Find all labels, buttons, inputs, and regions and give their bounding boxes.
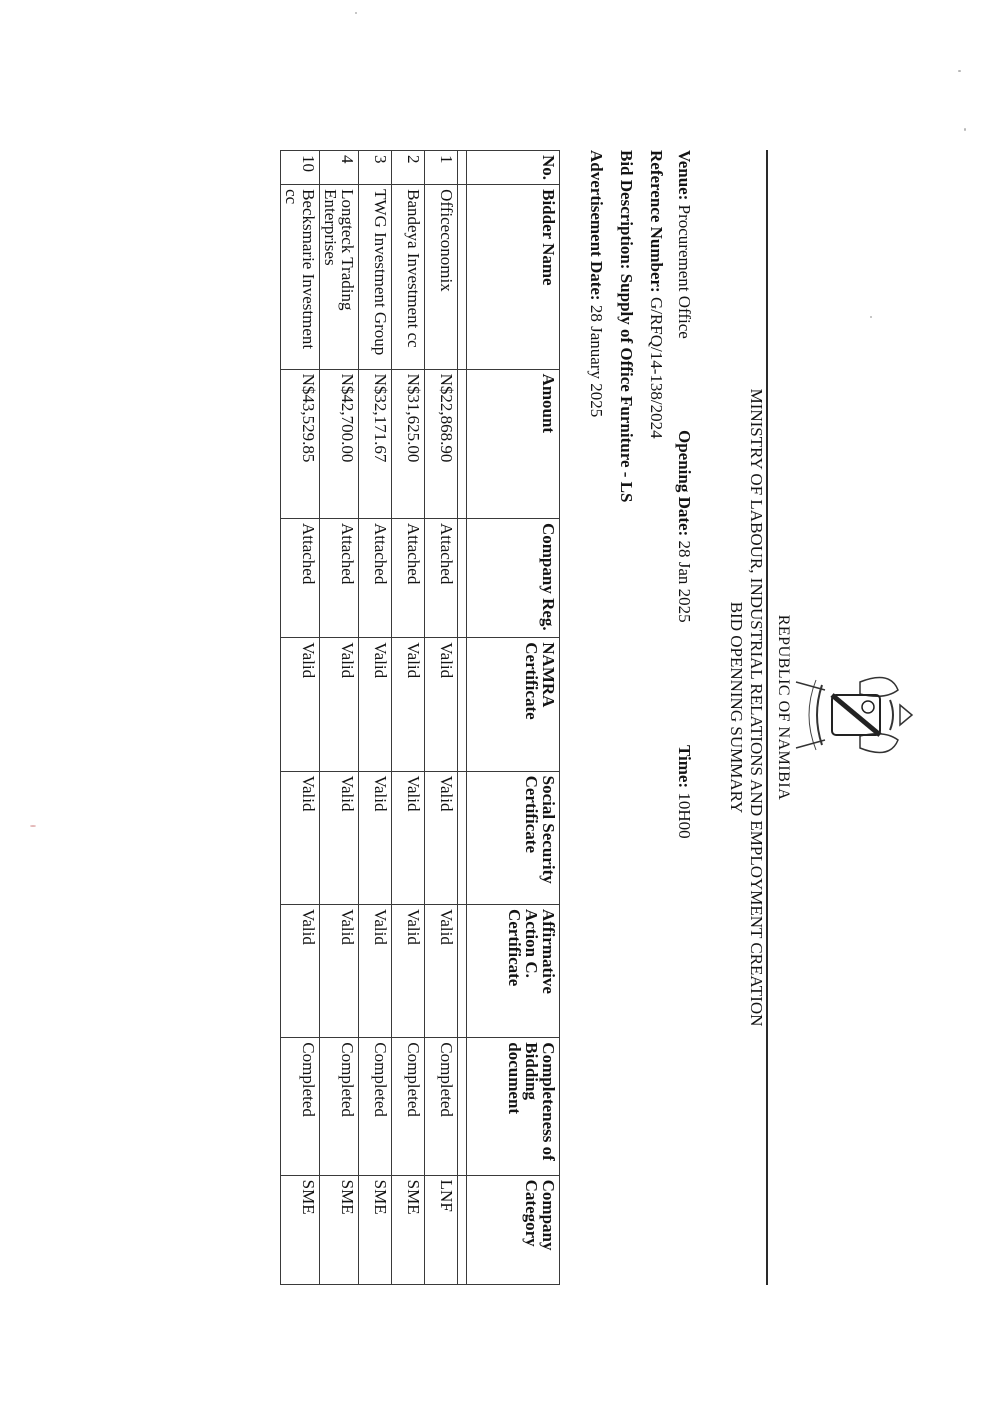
venue-value: Procurement Office — [675, 204, 694, 339]
cell-no: 4 — [320, 151, 359, 185]
cell-company-reg: Attached — [392, 518, 425, 637]
header-bidder-name: Bidder Name — [467, 185, 560, 369]
header-affirmative-action: Affirmative Action C. Certificate — [467, 904, 560, 1037]
header-namra-certificate: NAMRA Certificate — [467, 638, 560, 771]
cell-amount: N$32,171.67 — [359, 369, 392, 518]
cell-affirmative-action: Valid — [320, 904, 359, 1037]
cell-company-reg: Attached — [320, 518, 359, 637]
republic-heading: REPUBLIC OF NAMIBIA — [775, 614, 792, 801]
cell-bidder-name: Longteck Trading Enterprises — [320, 185, 359, 369]
cell-category: SME — [392, 1175, 425, 1284]
reference-line — [646, 150, 666, 439]
venue-line — [674, 150, 694, 339]
cell-company-reg: Attached — [359, 518, 392, 637]
cell-bidder-name: TWG Investment Group — [359, 185, 392, 369]
reference-label: Reference Number: — [647, 150, 666, 293]
advertisement-label: Advertisement Date: — [587, 150, 606, 301]
cell-category: SME — [320, 1175, 359, 1284]
header-amount: Amount — [467, 369, 560, 518]
cell-affirmative-action: Valid — [425, 904, 458, 1037]
header-completeness: Completeness of Bidding document — [467, 1038, 560, 1175]
table-row — [281, 151, 320, 1285]
cell-completeness: Completed — [281, 1038, 320, 1175]
ministry-heading: MINISTRY OF LABOUR, INDUSTRIAL RELATIONS AND EMPLOYMENT CREATION — [747, 388, 766, 1027]
cell-bidder-name: Becksmarie Investment cc — [281, 185, 320, 369]
cell-namra: Valid — [425, 638, 458, 771]
cell-category: LNF — [425, 1175, 458, 1284]
cell-bidder-name: Bandeya Investment cc — [392, 185, 425, 369]
time-value: 10H00 — [675, 792, 694, 839]
cell-namra: Valid — [281, 638, 320, 771]
cell-social-security: Valid — [359, 771, 392, 904]
cell-no: 2 — [392, 151, 425, 185]
cell-amount: N$22,868.90 — [425, 369, 458, 518]
summary-title: BID OPENNING SUMMARY — [727, 601, 746, 814]
table-row — [425, 151, 458, 1285]
scan-speck — [355, 12, 357, 14]
cell-company-reg: Attached — [281, 518, 320, 637]
cell-amount: N$31,625.00 — [392, 369, 425, 518]
venue-label: Venue: — [675, 150, 694, 201]
cell-completeness: Completed — [359, 1038, 392, 1175]
header-company-reg: Company Reg. — [467, 518, 560, 637]
advertisement-line — [586, 150, 606, 417]
scan-speck — [958, 70, 961, 72]
cell-affirmative-action: Valid — [359, 904, 392, 1037]
time-line — [674, 745, 694, 839]
cell-category: SME — [281, 1175, 320, 1284]
scan-speck — [30, 825, 36, 827]
cell-amount: N$43,529.85 — [281, 369, 320, 518]
cell-social-security: Valid — [320, 771, 359, 904]
cell-affirmative-action: Valid — [392, 904, 425, 1037]
header-social-security: Social Security Certificate — [467, 771, 560, 904]
cell-namra: Valid — [320, 638, 359, 771]
bid-description: Bid Description: Supply of Office Furniture - LS — [617, 150, 636, 503]
cell-namra: Valid — [359, 638, 392, 771]
opening-date-line — [674, 430, 694, 623]
cell-no: 3 — [359, 151, 392, 185]
cell-company-reg: Attached — [425, 518, 458, 637]
header-rule-top — [766, 150, 768, 1285]
table-row — [392, 151, 425, 1285]
cell-affirmative-action: Valid — [281, 904, 320, 1037]
coat-of-arms-emblem — [790, 660, 920, 770]
bid-opening-table — [280, 150, 560, 1285]
cell-social-security: Valid — [281, 771, 320, 904]
scan-speck — [870, 316, 872, 318]
table-spacer-row — [458, 151, 467, 1285]
cell-namra: Valid — [392, 638, 425, 771]
cell-social-security: Valid — [425, 771, 458, 904]
cell-social-security: Valid — [392, 771, 425, 904]
cell-amount: N$42,700.00 — [320, 369, 359, 518]
cell-category: SME — [359, 1175, 392, 1284]
cell-no: 10 — [281, 151, 320, 185]
table-row — [320, 151, 359, 1285]
reference-value: G/RFQ/14-138/2024 — [647, 296, 666, 439]
cell-bidder-name: Officeconomix — [425, 185, 458, 369]
scan-speck — [964, 128, 966, 131]
cell-completeness: Completed — [320, 1038, 359, 1175]
table-header-row — [467, 151, 560, 1285]
opening-date-label: Opening Date: — [675, 430, 694, 537]
cell-completeness: Completed — [425, 1038, 458, 1175]
time-label: Time: — [675, 745, 694, 789]
cell-no: 1 — [425, 151, 458, 185]
advertisement-value: 28 January 2025 — [587, 304, 606, 418]
opening-date-value: 28 Jan 2025 — [675, 540, 694, 623]
table-row — [359, 151, 392, 1285]
header-company-category: Company Category — [467, 1175, 560, 1284]
cell-completeness: Completed — [392, 1038, 425, 1175]
header-no: No. — [467, 151, 560, 185]
